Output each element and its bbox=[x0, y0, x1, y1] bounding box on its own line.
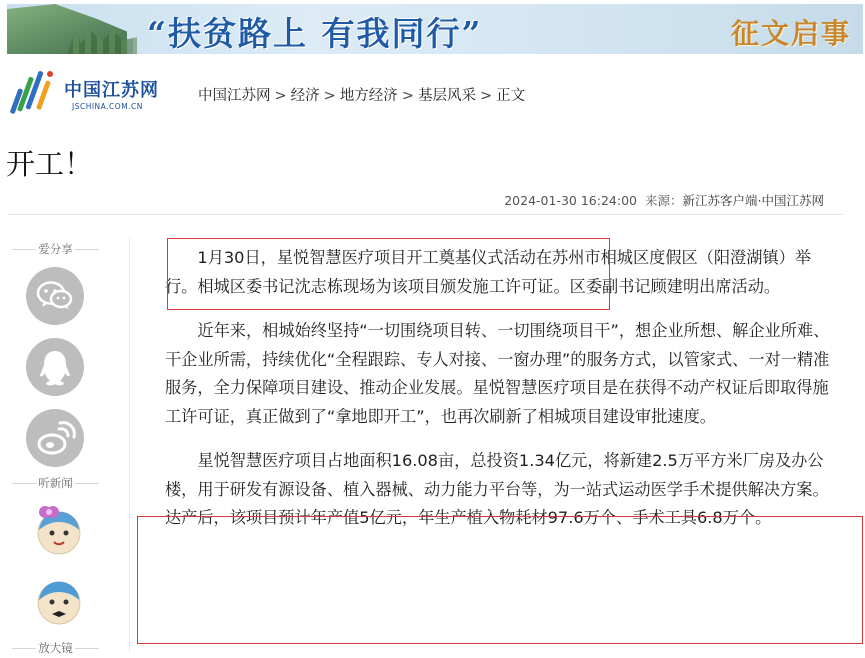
breadcrumb-separator: > bbox=[479, 88, 493, 104]
source-label: 来源： bbox=[645, 193, 683, 208]
header-divider bbox=[8, 214, 843, 215]
female-mascot-icon bbox=[30, 500, 88, 558]
banner-slogan: “扶贫路上 有我同行” bbox=[147, 14, 483, 53]
breadcrumb-economy[interactable]: 经济 bbox=[290, 88, 320, 104]
breadcrumb-home[interactable]: 中国江苏网 bbox=[198, 88, 271, 104]
breadcrumb-local-economy[interactable]: 地方经济 bbox=[339, 88, 398, 104]
logo-name: 中国江苏网 bbox=[64, 80, 159, 101]
highlight-box bbox=[137, 516, 863, 644]
banner-notice: 征文启事 bbox=[730, 17, 851, 50]
male-mascot-listen-button[interactable] bbox=[30, 570, 88, 628]
breadcrumb bbox=[198, 84, 525, 105]
qq-share-button[interactable] bbox=[26, 338, 84, 396]
site-logo[interactable] bbox=[10, 66, 180, 118]
magnifier-label[interactable]: 放大镜 bbox=[8, 638, 103, 658]
wechat-share-button[interactable] bbox=[26, 267, 84, 325]
listen-news-label: 听新闻 bbox=[8, 473, 103, 493]
share-sidebar bbox=[8, 232, 103, 657]
female-mascot-listen-button[interactable] bbox=[30, 500, 88, 558]
qq-icon bbox=[26, 338, 84, 396]
highlight-box bbox=[167, 238, 610, 310]
weibo-share-button[interactable] bbox=[26, 409, 84, 467]
breadcrumb-grassroots[interactable]: 基层风采 bbox=[417, 88, 476, 104]
weibo-icon bbox=[26, 409, 84, 467]
article-source: 新江苏客户端·中国江苏网 bbox=[682, 193, 824, 208]
wechat-icon bbox=[26, 267, 84, 325]
top-banner-ad[interactable] bbox=[7, 4, 863, 54]
logo-domain: JSCHINA.COM.CN bbox=[72, 102, 143, 111]
breadcrumb-current: 正文 bbox=[496, 88, 526, 104]
article-paragraph: 近年来，相城始终坚持“一切围绕项目转、一切围绕项目干”，想企业所想、解企业所难、干企业所需，持续优化“全程跟踪、专人对接、一窗办理”的服务方式，以管家式、一对一精准服务，全力保障项目建设、推动企业发展。星悦智慧医疗项目是在获得不动产权证后即取得施工许可证，真正做到了“拿地即开工”，也再次刷新了相城项目建设审批速度。 bbox=[165, 321, 830, 426]
breadcrumb-separator: > bbox=[323, 88, 336, 104]
article-paragraph: 1月30日，星悦智慧医疗项目开工奠基仪式活动在苏州市相城区度假区（阳澄湖镇）举行。相城区委书记沈志栋现场为该项目颁发施工许可证。区委副书记顾建明出席活动。 bbox=[165, 248, 812, 296]
share-label: 爱分享 bbox=[8, 239, 103, 259]
breadcrumb-separator: > bbox=[401, 88, 414, 104]
article-paragraph: 星悦智慧医疗项目占地面积16.08亩，总投资1.34亿元，将新建2.5万平方米厂房及办公楼，用于研发有源设备、植入器械、动力能力平台等，为一站式运动医学手术提供解决方案。达产后，该项目预计年产值5亿元，年生产植入物耗材97.6万个、手术工具6.8万个。 bbox=[165, 451, 829, 527]
publish-datetime: 2024-01-30 16:24:00 bbox=[504, 193, 637, 208]
jschina-logo-icon bbox=[10, 66, 56, 118]
breadcrumb-separator: > bbox=[274, 88, 287, 104]
article-title: 开工！ bbox=[6, 147, 94, 181]
male-mascot-icon bbox=[30, 570, 88, 628]
article-meta bbox=[504, 191, 824, 209]
sidebar-divider bbox=[129, 238, 130, 653]
